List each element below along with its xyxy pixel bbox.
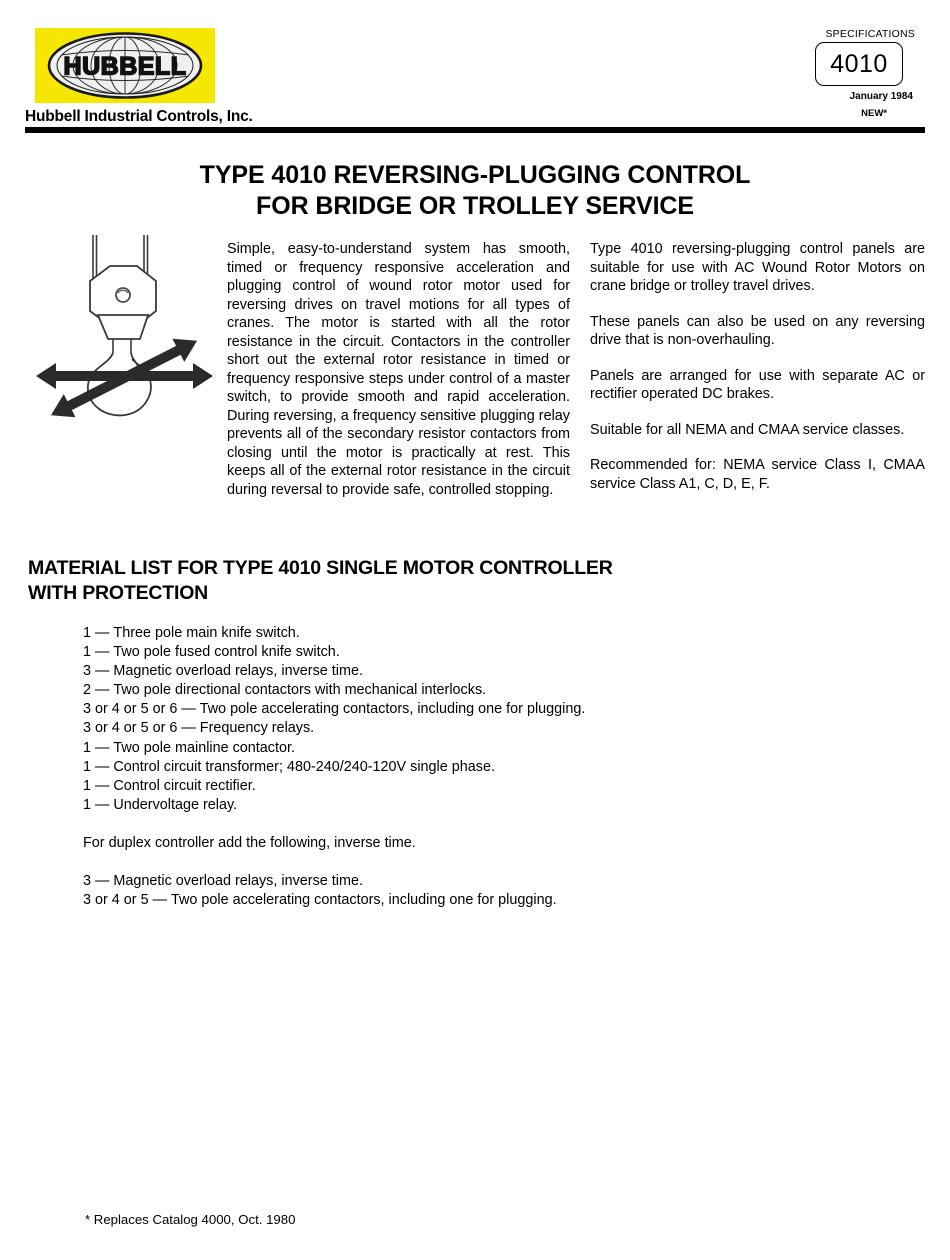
list-item xyxy=(83,739,883,758)
page-header xyxy=(0,0,950,135)
list-item-text: Frequency relays. xyxy=(199,720,315,737)
list-item-qty: 3 — xyxy=(83,663,110,680)
list-item xyxy=(83,872,883,891)
material-list-heading-line1: MATERIAL LIST FOR TYPE 4010 SINGLE MOTOR CONTROLLER xyxy=(28,557,613,579)
intro-right-column xyxy=(590,240,925,493)
list-item-qty: 3 or 4 or 5 or 6 — xyxy=(83,720,196,737)
list-item xyxy=(83,643,883,662)
list-item-text: Control circuit transformer; 480-240/240-120V single phase. xyxy=(113,758,495,775)
list-gap xyxy=(83,815,883,834)
intro-right-paragraph-3: Panels are arranged for use with separate AC or rectifier operated DC brakes. xyxy=(590,367,925,402)
list-item-text: Magnetic overload relays, inverse time. xyxy=(113,873,363,890)
list-item xyxy=(83,891,883,910)
list-item-text: Two pole accelerating contactors, including one for plugging. xyxy=(199,701,586,718)
list-gap xyxy=(83,853,883,872)
material-list xyxy=(83,624,883,910)
list-item-qty: 2 — xyxy=(83,682,110,699)
specifications-label: SPECIFICATIONS xyxy=(825,28,915,40)
list-item-qty: 3 or 4 or 5 — xyxy=(83,892,167,909)
intro-right-paragraph-5: Recommended for: NEMA service Class I, CMAA service Class A1, C, D, E, F. xyxy=(590,457,925,492)
crane-hook-illustration xyxy=(32,233,217,423)
list-item xyxy=(83,700,883,719)
list-item-qty: 3 or 4 or 5 or 6 — xyxy=(83,701,196,718)
list-item-qty: 3 — xyxy=(83,873,110,890)
page-title-line2: FOR BRIDGE OR TROLLEY SERVICE xyxy=(256,192,694,220)
list-item-qty: 1 — xyxy=(83,644,110,661)
page-title-line1: TYPE 4010 REVERSING-PLUGGING CONTROL xyxy=(199,161,751,189)
list-item-qty: 1 — xyxy=(83,739,110,756)
list-item-text: Two pole directional contactors with mechanical interlocks. xyxy=(113,682,487,699)
list-item-text: Two pole mainline contactor. xyxy=(113,739,295,756)
list-item xyxy=(83,719,883,738)
spec-number-box: 4010 xyxy=(815,42,903,86)
globe-ellipse-icon xyxy=(35,28,215,103)
list-item-text: Undervoltage relay. xyxy=(113,796,238,813)
intro-right-paragraph-2: These panels can also be used on any reversing drive that is non-overhauling. xyxy=(590,313,925,348)
page-title xyxy=(0,160,950,222)
list-item xyxy=(83,796,883,815)
intro-right-paragraph-4: Suitable for all NEMA and CMAA service classes. xyxy=(590,421,905,438)
spec-date: January 1984 xyxy=(849,91,913,102)
header-divider-rule xyxy=(25,127,925,133)
hubbell-logo-badge xyxy=(35,28,215,103)
list-item-text: Two pole fused control knife switch. xyxy=(113,644,340,661)
list-item xyxy=(83,758,883,777)
list-item xyxy=(83,777,883,796)
material-list-heading-line2: WITH PROTECTION xyxy=(28,582,209,604)
spec-new-marker: NEW* xyxy=(861,108,887,119)
list-item xyxy=(83,662,883,681)
specification-block xyxy=(765,28,925,119)
list-item-qty: 1 — xyxy=(83,777,110,794)
duplex-note: For duplex controller add the following, inverse time. xyxy=(83,834,416,851)
company-name: Hubbell Industrial Controls, Inc. xyxy=(25,108,253,125)
material-list-heading xyxy=(28,556,888,606)
intro-right-paragraph-1: Type 4010 reversing-plugging control panels are suitable for use with AC Wound Rotor Motors on crane bridge or trolley travel drives. xyxy=(590,241,925,294)
footnote: * Replaces Catalog 4000, Oct. 1980 xyxy=(85,1212,296,1227)
list-item-qty: 1 — xyxy=(83,625,110,641)
list-item-qty: 1 — xyxy=(83,796,110,813)
svg-text:HUBBELL: HUBBELL xyxy=(63,52,187,81)
intro-left-paragraph: Simple, easy-to-understand system has smooth, timed or frequency responsive acceleration and plugging control of wound rotor motor used for reversing drives on travel motions for all types of cranes. The motor is started with all the rotor resistance in the circuit. Contactors in the controller short out the external rotor resistance in timed or frequency responsive steps under control of a master switch, to provide smooth and rapid acceleration. During reversing, a frequency sensitive plugging relay prevents all of the secondary resistor contactors from closing until the motor is practically at rest. This keeps all of the external rotor resistance in the circuit during reversal to provide safe, controlled stopping. xyxy=(227,241,570,498)
list-item-text: Control circuit rectifier. xyxy=(113,777,256,794)
list-item-text: Magnetic overload relays, inverse time. xyxy=(113,663,363,680)
list-item-qty: 1 — xyxy=(83,758,110,775)
brand-logo xyxy=(25,0,235,103)
list-item-text: Three pole main knife switch. xyxy=(113,625,300,641)
intro-left-column xyxy=(227,240,570,499)
list-item xyxy=(83,681,883,700)
list-item xyxy=(83,624,883,643)
list-item-text: Two pole accelerating contactors, including one for plugging. xyxy=(170,892,557,909)
